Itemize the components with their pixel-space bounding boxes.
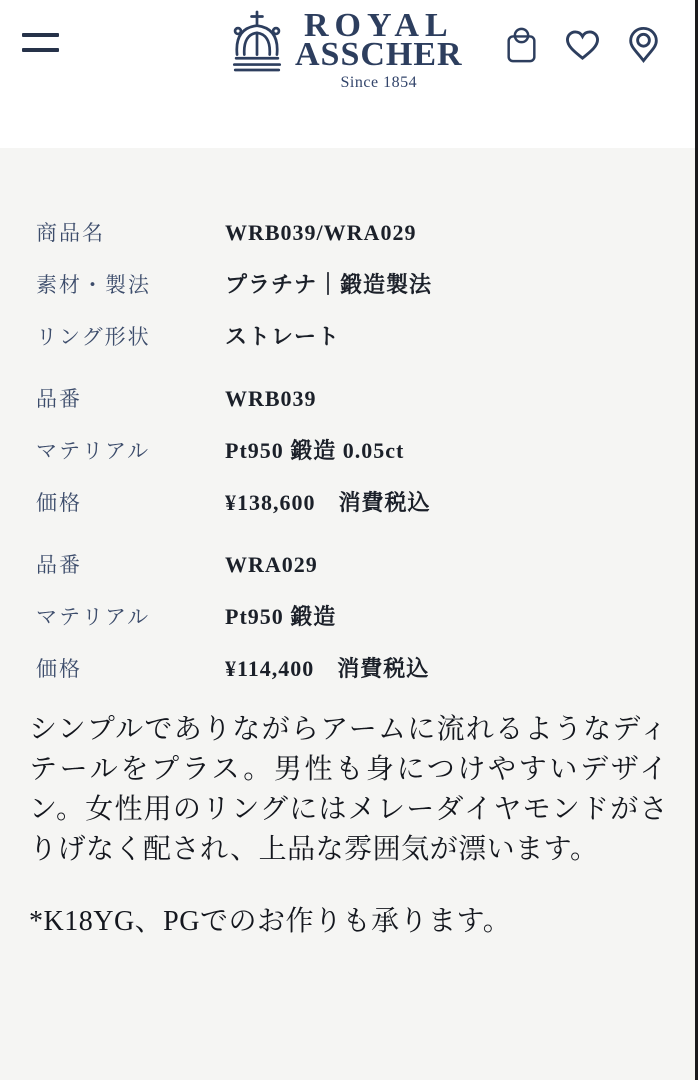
- wishlist-heart-icon[interactable]: [564, 29, 601, 67]
- product-description: シンプルでありながらアームに流れるようなディテールをプラス。男性も身につけやすいデザイン。女性用のリングにはメレーダイヤモンドがさりげなく配され、上品な雰囲気が漂います。: [29, 714, 668, 865]
- spec-row-item-number: [36, 388, 668, 410]
- brand-name-royal: ROYAL: [303, 7, 454, 44]
- spec-row-material: [36, 440, 668, 462]
- spec-value: ¥114,400 消費税込: [225, 656, 430, 681]
- hamburger-bar: [22, 33, 59, 37]
- header: [0, 0, 698, 148]
- spec-label: リング形状: [36, 325, 151, 349]
- spec-label: 素材・製法: [36, 273, 151, 297]
- spec-section-item-wrb039: [36, 388, 668, 514]
- spec-section-item-wra029: [36, 554, 668, 680]
- crown-icon: [228, 8, 286, 74]
- spec-value: Pt950 鍛造: [225, 604, 337, 629]
- spec-row-ring-shape: [36, 326, 668, 348]
- store-locator-pin-icon[interactable]: [627, 26, 660, 69]
- brand-logo[interactable]: [228, 8, 463, 92]
- spec-value: プラチナ｜鍛造製法: [225, 272, 433, 297]
- customization-note: *K18YG、PGでのお作りも承ります。: [29, 906, 512, 937]
- spec-row-price: [36, 658, 668, 680]
- spec-row-product-name: [36, 222, 668, 244]
- spec-label: 品番: [36, 553, 82, 577]
- spec-label: 品番: [36, 387, 82, 411]
- spec-row-material: [36, 606, 668, 628]
- spec-row-material-method: [36, 274, 668, 296]
- spec-label: 商品名: [36, 221, 105, 245]
- menu-hamburger-icon[interactable]: [22, 32, 59, 53]
- spec-value: WRB039/WRA029: [225, 220, 417, 245]
- product-detail-panel: [0, 148, 698, 1080]
- spec-value: ストレート: [225, 324, 341, 349]
- spec-row-price: [36, 492, 668, 514]
- shopping-bag-icon[interactable]: [505, 26, 538, 69]
- brand-tagline: Since 1854: [340, 74, 418, 91]
- spec-row-item-number: [36, 554, 668, 576]
- spec-value: WRA029: [225, 552, 318, 577]
- spec-value: ¥138,600 消費税込: [225, 490, 431, 515]
- hamburger-bar: [22, 48, 59, 52]
- header-actions: [505, 26, 660, 69]
- brand-name-asscher: ASSCHER: [295, 36, 463, 73]
- spec-label: 価格: [36, 657, 82, 681]
- spec-value: WRB039: [225, 386, 317, 411]
- spec-section-overview: [36, 222, 668, 348]
- brand-wordmark: [295, 7, 463, 92]
- spec-value: Pt950 鍛造 0.05ct: [225, 438, 405, 463]
- spec-label: 価格: [36, 491, 82, 515]
- spec-label: マテリアル: [36, 605, 151, 629]
- spec-label: マテリアル: [36, 439, 151, 463]
